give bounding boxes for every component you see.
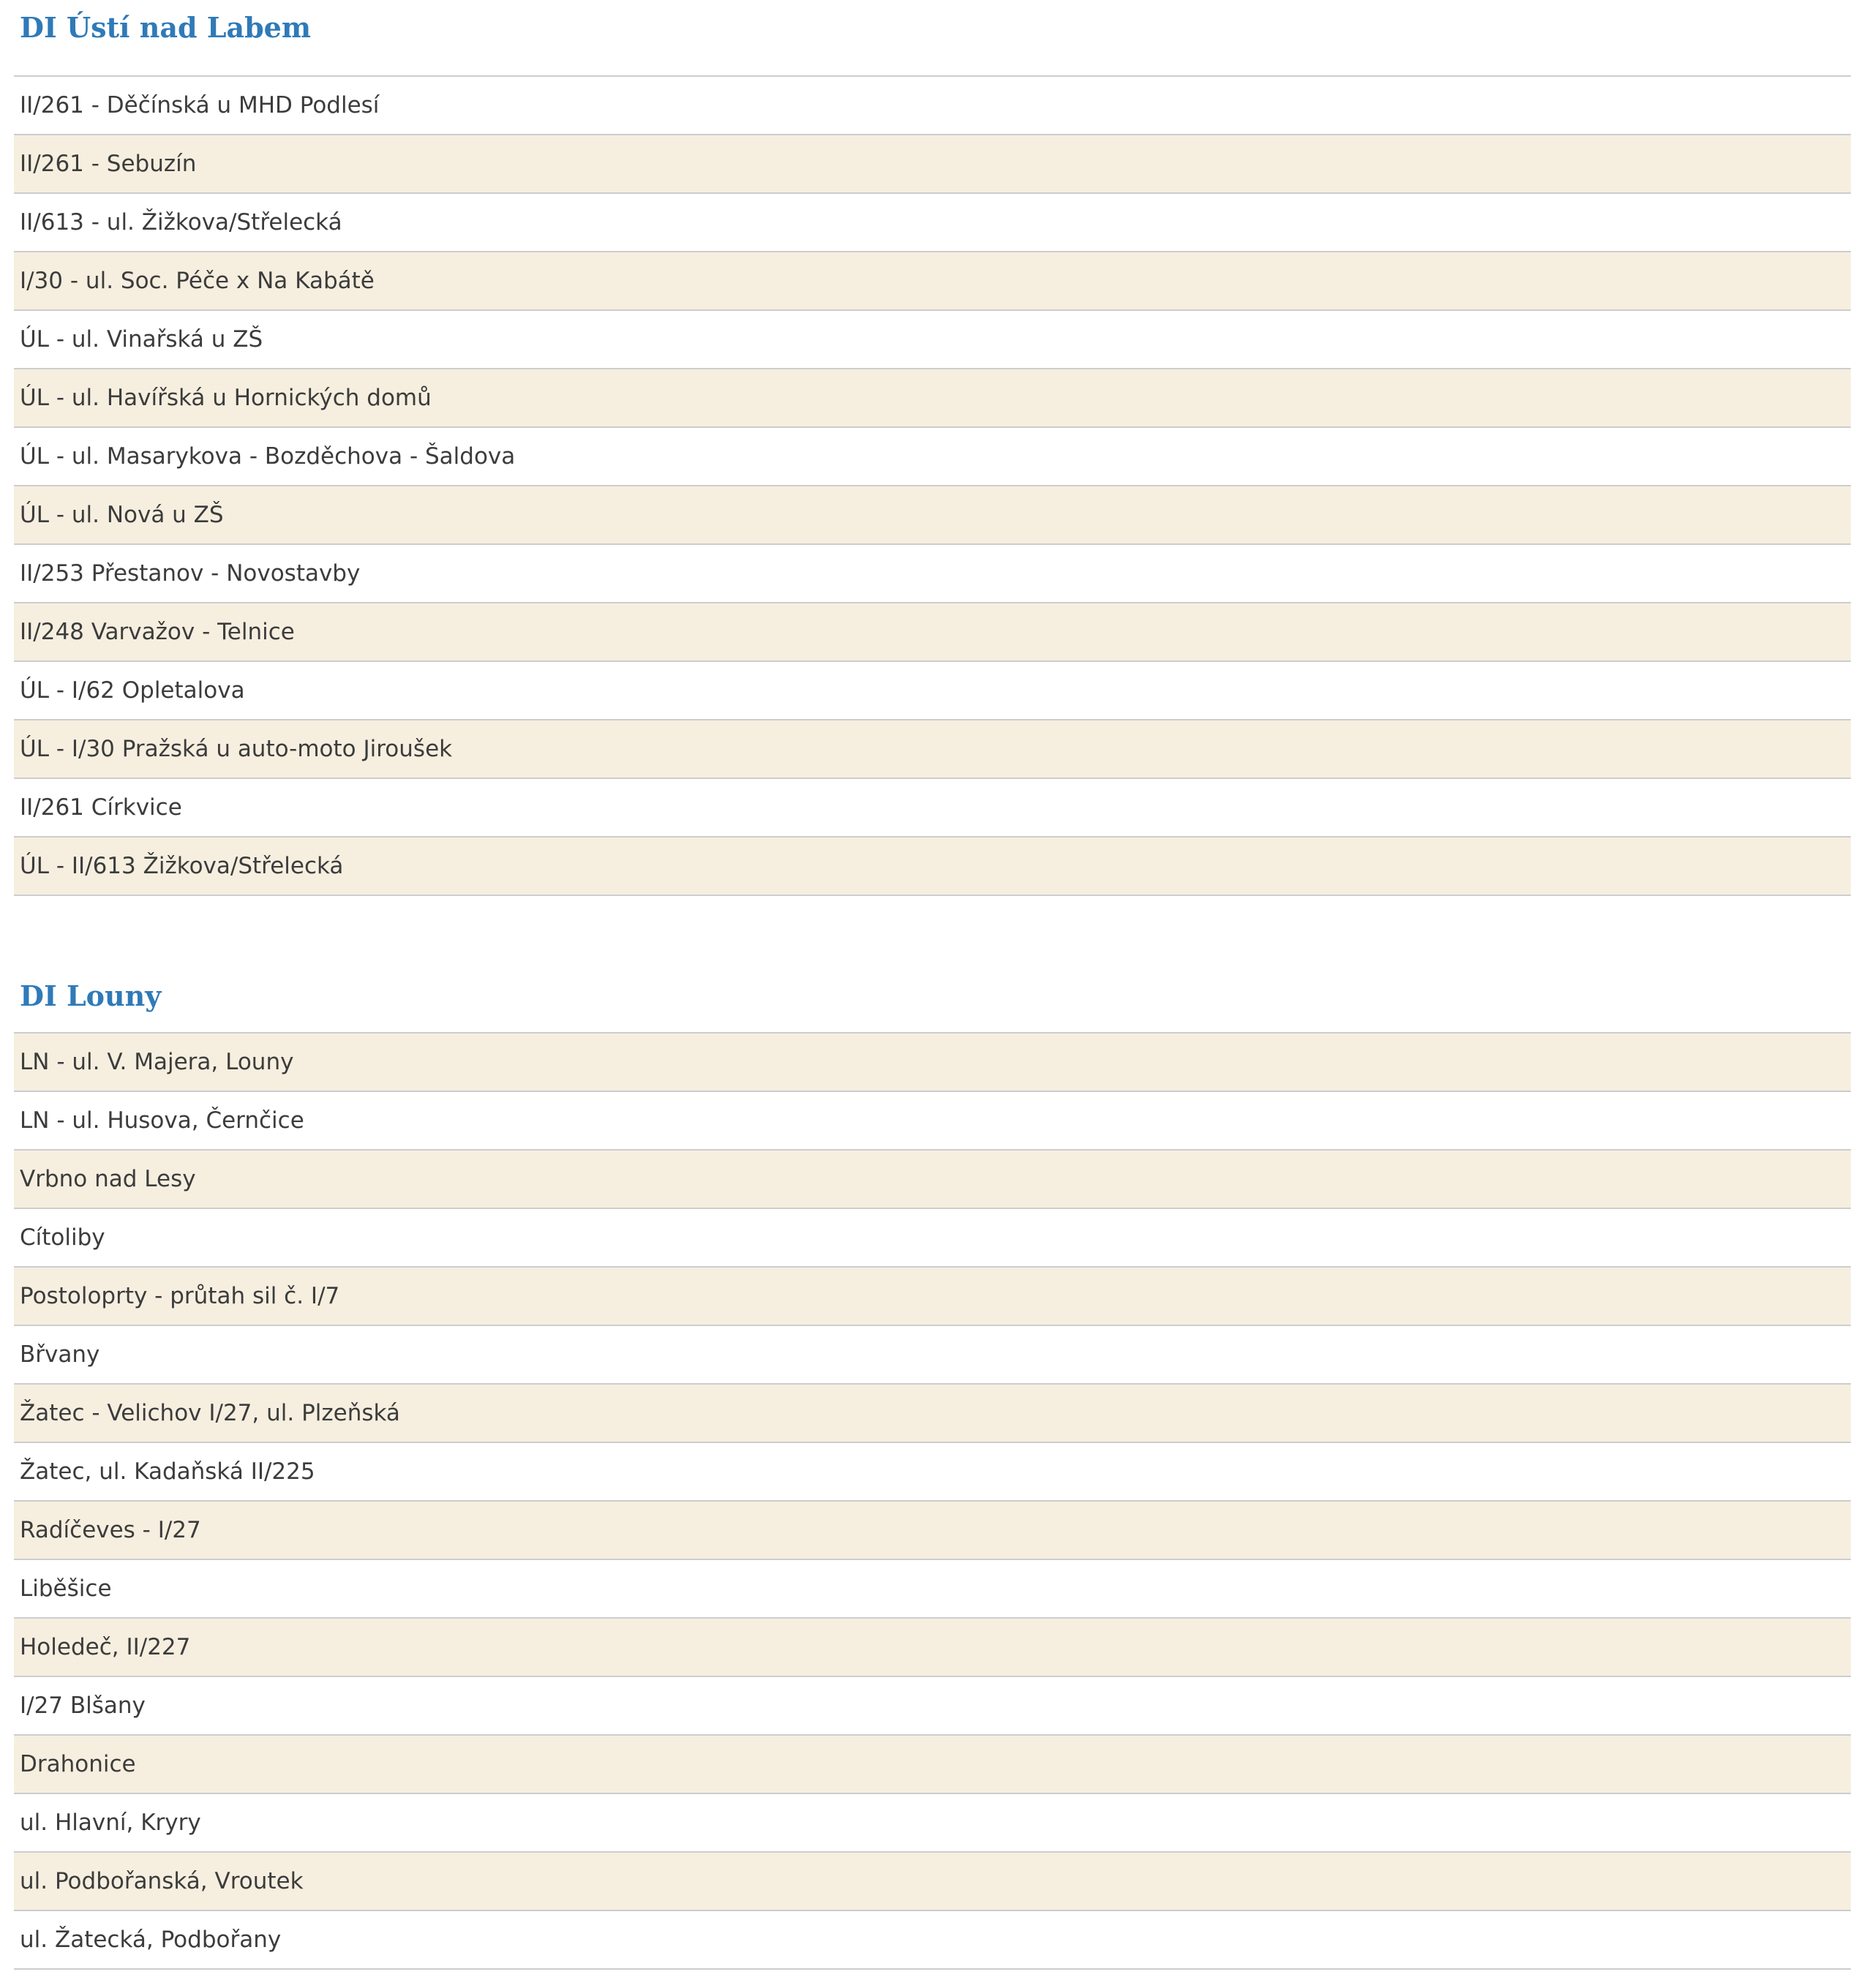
section-di-louny bbox=[14, 960, 1851, 1970]
list-item[interactable]: LN - ul. V. Majera, Louny bbox=[14, 1033, 1851, 1092]
section-title: DI Ústí nad Labem bbox=[20, 11, 312, 44]
list-item[interactable]: ÚL - ul. Masarykova - Bozděchova - Šaldova bbox=[14, 428, 1851, 486]
list-item[interactable]: ÚL - ul. Vinařská u ZŠ bbox=[14, 311, 1851, 369]
list-item[interactable]: Cítoliby bbox=[14, 1209, 1851, 1268]
list-item[interactable]: ul. Podbořanská, Vroutek bbox=[14, 1853, 1851, 1911]
list-item[interactable]: ÚL - I/62 Opletalova bbox=[14, 662, 1851, 720]
list-item[interactable]: I/30 - ul. Soc. Péče x Na Kabátě bbox=[14, 252, 1851, 311]
list-item[interactable]: Žatec - Velichov I/27, ul. Plzeňská bbox=[14, 1385, 1851, 1443]
list-item[interactable]: Břvany bbox=[14, 1326, 1851, 1385]
section-title: DI Louny bbox=[20, 979, 162, 1012]
list-item[interactable]: II/248 Varvažov - Telnice bbox=[14, 603, 1851, 662]
list-item[interactable]: I/27 Blšany bbox=[14, 1677, 1851, 1736]
list-item[interactable]: ul. Hlavní, Kryry bbox=[14, 1794, 1851, 1853]
location-list bbox=[14, 75, 1851, 896]
page bbox=[14, 0, 1851, 1970]
list-item[interactable]: Vrbno nad Lesy bbox=[14, 1151, 1851, 1209]
list-item[interactable]: Žatec, ul. Kadaňská II/225 bbox=[14, 1443, 1851, 1502]
list-item[interactable]: ÚL - II/613 Žižkova/Střelecká bbox=[14, 837, 1851, 896]
section-di-usti-nad-labem bbox=[14, 0, 1851, 896]
list-item[interactable]: ÚL - ul. Nová u ZŠ bbox=[14, 486, 1851, 545]
list-item[interactable]: ÚL - ul. Havířská u Hornických domů bbox=[14, 369, 1851, 428]
list-item[interactable]: II/261 - Sebuzín bbox=[14, 135, 1851, 194]
list-item[interactable]: ul. Žatecká, Podbořany bbox=[14, 1911, 1851, 1970]
list-item[interactable]: Liběšice bbox=[14, 1560, 1851, 1619]
list-item[interactable]: Radíčeves - I/27 bbox=[14, 1502, 1851, 1560]
list-item[interactable]: ÚL - I/30 Pražská u auto-moto Jiroušek bbox=[14, 720, 1851, 779]
list-item[interactable]: II/253 Přestanov - Novostavby bbox=[14, 545, 1851, 603]
list-item[interactable]: Postoloprty - průtah sil č. I/7 bbox=[14, 1268, 1851, 1326]
list-item[interactable]: Drahonice bbox=[14, 1736, 1851, 1794]
list-item[interactable]: II/613 - ul. Žižkova/Střelecká bbox=[14, 194, 1851, 252]
list-item[interactable]: Holedeč, II/227 bbox=[14, 1619, 1851, 1677]
location-list bbox=[14, 1032, 1851, 1970]
list-item[interactable]: LN - ul. Husova, Černčice bbox=[14, 1092, 1851, 1151]
list-item[interactable]: II/261 - Děčínská u MHD Podlesí bbox=[14, 77, 1851, 135]
list-item[interactable]: II/261 Církvice bbox=[14, 779, 1851, 837]
